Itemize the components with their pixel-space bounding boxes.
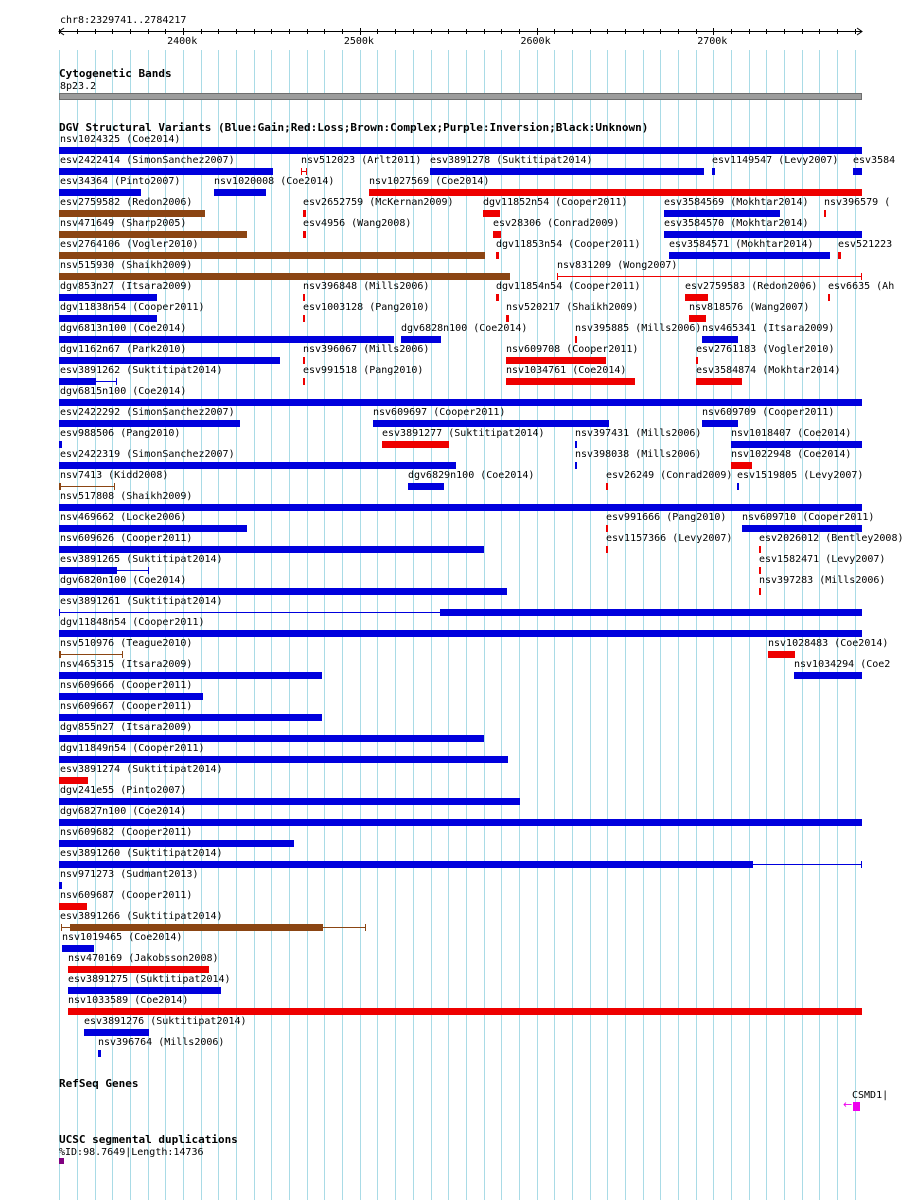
strand-arrow-icon: ← xyxy=(843,1098,853,1111)
variant-bar[interactable] xyxy=(59,462,456,469)
variant-label[interactable]: esv2652759 (McKernan2009) xyxy=(303,197,454,208)
ruler-tick-label: 2500k xyxy=(343,36,374,47)
variant-bar[interactable] xyxy=(731,441,862,448)
variant-bar[interactable] xyxy=(59,840,294,847)
variant-label[interactable]: esv4956 (Wang2008) xyxy=(303,218,412,229)
variant-label[interactable]: esv3891262 (Suktitipat2014) xyxy=(60,365,223,376)
variant-bar[interactable] xyxy=(303,210,306,217)
variant-bar[interactable] xyxy=(303,231,306,238)
variant-bar[interactable] xyxy=(382,441,449,448)
variant-bar[interactable] xyxy=(98,1050,101,1057)
variant-span-end xyxy=(557,273,558,280)
variant-bar[interactable] xyxy=(685,294,708,301)
variant-label[interactable]: esv1149547 (Levy2007) xyxy=(712,155,839,166)
variant-label[interactable]: esv3584571 (Mokhtar2014) xyxy=(669,239,814,250)
variant-label[interactable]: nsv397283 (Mills2006) xyxy=(759,575,886,586)
variant-bar[interactable] xyxy=(59,567,117,574)
variant-bar[interactable] xyxy=(214,189,266,196)
ruler-tick-label: 2600k xyxy=(520,36,551,47)
variant-label[interactable]: esv3584570 (Mokhtar2014) xyxy=(664,218,809,229)
variant-label[interactable]: nsv609682 (Cooper2011) xyxy=(60,827,193,838)
variant-bar[interactable] xyxy=(606,546,608,553)
variant-label[interactable]: nsv1022948 (Coe2014) xyxy=(731,449,852,460)
variant-span-line[interactable] xyxy=(557,276,862,277)
variant-label[interactable]: esv3584874 (Mokhtar2014) xyxy=(696,365,841,376)
variant-label[interactable]: nsv609697 (Cooper2011) xyxy=(373,407,506,418)
variant-label[interactable]: nsv609710 (Cooper2011) xyxy=(742,512,875,523)
variant-label[interactable]: nsv1034294 (Coe2 xyxy=(794,659,891,670)
variant-bar[interactable] xyxy=(59,252,485,259)
variant-label[interactable]: esv3891265 (Suktitipat2014) xyxy=(60,554,223,565)
variant-label[interactable]: dgv1162n67 (Park2010) xyxy=(60,344,187,355)
variant-label[interactable]: dgv6828n100 (Coe2014) xyxy=(401,323,528,334)
variant-bar[interactable] xyxy=(737,483,739,490)
variant-label[interactable]: esv2759582 (Redon2006) xyxy=(60,197,193,208)
variant-bar[interactable] xyxy=(59,546,484,553)
ruler-tick-label: 2400k xyxy=(167,36,198,47)
variant-label[interactable]: nsv818576 (Wang2007) xyxy=(689,302,810,313)
variant-bar[interactable] xyxy=(59,147,862,154)
variant-bar[interactable] xyxy=(59,315,157,322)
variant-label[interactable]: dgv6813n100 (Coe2014) xyxy=(60,323,187,334)
variant-bar[interactable] xyxy=(303,378,305,385)
variant-bar[interactable] xyxy=(303,294,305,301)
cytoband-bar[interactable] xyxy=(59,93,862,100)
variant-label[interactable]: esv991518 (Pang2010) xyxy=(303,365,424,376)
variant-bar[interactable] xyxy=(373,420,609,427)
variant-label[interactable]: nsv1020008 (Coe2014) xyxy=(214,176,335,187)
variant-bar[interactable] xyxy=(575,462,577,469)
variant-bar[interactable] xyxy=(759,588,761,595)
ruler-tick-label: 2700k xyxy=(697,36,728,47)
variant-bar[interactable] xyxy=(506,378,635,385)
dgv-track-title[interactable]: DGV Structural Variants (Blue:Gain;Red:Loss;Brown:Complex;Purple:Inversion;Black:Unknown) xyxy=(59,121,649,134)
variant-bar[interactable] xyxy=(303,357,305,364)
variant-label[interactable]: nsv512023 (Arlt2011) xyxy=(301,155,422,166)
variant-label[interactable]: nsv609687 (Cooper2011) xyxy=(60,890,193,901)
variant-bar[interactable] xyxy=(696,357,698,364)
variant-bar[interactable] xyxy=(838,252,841,259)
variant-bar[interactable] xyxy=(59,168,273,175)
variant-bar[interactable] xyxy=(664,231,862,238)
variant-bar[interactable] xyxy=(59,210,205,217)
segdup-track-title[interactable]: UCSC segmental duplications xyxy=(59,1133,238,1146)
variant-label[interactable]: nsv396579 ( xyxy=(824,197,891,208)
variant-label[interactable]: nsv1019465 (Coe2014) xyxy=(62,932,183,943)
variant-bar[interactable] xyxy=(62,945,94,952)
variant-label[interactable]: esv3584 xyxy=(853,155,896,166)
variant-bar[interactable] xyxy=(768,651,795,658)
variant-bar[interactable] xyxy=(59,357,280,364)
variant-bar[interactable] xyxy=(68,987,221,994)
variant-label[interactable]: dgv6815n100 (Coe2014) xyxy=(60,386,187,397)
variant-bar[interactable] xyxy=(59,420,240,427)
variant-bar[interactable] xyxy=(824,210,826,217)
variant-bar[interactable] xyxy=(401,336,441,343)
variant-span-line[interactable] xyxy=(59,654,123,655)
variant-bar[interactable] xyxy=(59,294,157,301)
variant-label[interactable]: esv3891261 (Suktitipat2014) xyxy=(60,596,223,607)
variant-bar[interactable] xyxy=(59,441,62,448)
variant-bar[interactable] xyxy=(759,567,761,574)
variant-label[interactable]: nsv465341 (Itsara2009) xyxy=(702,323,835,334)
variant-label[interactable]: nsv395885 (Mills2006) xyxy=(575,323,702,334)
variant-bar[interactable] xyxy=(853,168,862,175)
variant-label[interactable]: esv988506 (Pang2010) xyxy=(60,428,181,439)
variant-bar[interactable] xyxy=(606,483,608,490)
variant-label[interactable]: nsv510976 (Teague2010) xyxy=(60,638,193,649)
variant-label[interactable]: nsv396067 (Mills2006) xyxy=(303,344,430,355)
variant-label[interactable]: esv1582471 (Levy2007) xyxy=(759,554,886,565)
variant-bar[interactable] xyxy=(696,378,742,385)
variant-bar[interactable] xyxy=(59,651,61,658)
variant-label[interactable]: dgv241e55 (Pinto2007) xyxy=(60,785,187,796)
variant-label[interactable]: esv3891276 (Suktitipat2014) xyxy=(84,1016,247,1027)
variant-bar[interactable] xyxy=(59,399,862,406)
variant-label[interactable]: dgv6820n100 (Coe2014) xyxy=(60,575,187,586)
variant-label[interactable]: nsv517808 (Shaikh2009) xyxy=(60,491,193,502)
variant-bar[interactable] xyxy=(430,168,704,175)
variant-label[interactable]: esv2759583 (Redon2006) xyxy=(685,281,818,292)
variant-bar[interactable] xyxy=(369,189,862,196)
variant-label[interactable]: esv2764106 (Vogler2010) xyxy=(60,239,199,250)
variant-label[interactable]: dgv11852n54 (Cooper2011) xyxy=(483,197,628,208)
variant-label[interactable]: esv1519805 (Levy2007) xyxy=(737,470,864,481)
variant-label[interactable]: nsv609667 (Cooper2011) xyxy=(60,701,193,712)
variant-bar[interactable] xyxy=(59,735,484,742)
variant-span-end xyxy=(114,483,115,490)
variant-label[interactable]: esv2422414 (SimonSanchez2007) xyxy=(60,155,235,166)
variant-label[interactable]: esv521223 xyxy=(838,239,893,250)
variant-bar[interactable] xyxy=(606,525,608,532)
variant-label[interactable]: nsv465315 (Itsara2009) xyxy=(60,659,193,670)
cytoband-track-title[interactable]: Cytogenetic Bands xyxy=(59,67,172,80)
variant-bar[interactable] xyxy=(794,672,862,679)
variant-label[interactable]: nsv1033589 (Coe2014) xyxy=(68,995,189,1006)
variant-bar[interactable] xyxy=(59,525,247,532)
variant-label[interactable]: esv6635 (Ah xyxy=(828,281,895,292)
variant-span-end xyxy=(365,924,366,931)
variant-label[interactable]: dgv11848n54 (Cooper2011) xyxy=(60,617,205,628)
variant-label[interactable]: esv2761183 (Vogler2010) xyxy=(696,344,835,355)
variant-bar[interactable] xyxy=(59,777,88,784)
variant-span-end xyxy=(61,924,62,931)
variant-bar[interactable] xyxy=(59,504,862,511)
variant-bar[interactable] xyxy=(59,483,61,490)
variant-label[interactable]: nsv609709 (Cooper2011) xyxy=(702,407,835,418)
variant-label[interactable]: esv3891277 (Suktitipat2014) xyxy=(382,428,545,439)
cytoband-label: 8p23.2 xyxy=(60,81,97,92)
variant-bar[interactable] xyxy=(496,294,499,301)
variant-label[interactable]: nsv470169 (Jakobsson2008) xyxy=(68,953,219,964)
variant-label[interactable]: esv3584569 (Mokhtar2014) xyxy=(664,197,809,208)
variant-bar[interactable] xyxy=(493,231,501,238)
variant-label[interactable]: dgv11854n54 (Cooper2011) xyxy=(496,281,641,292)
variant-bar[interactable] xyxy=(506,357,606,364)
variant-label[interactable]: esv1003128 (Pang2010) xyxy=(303,302,430,313)
variant-bar[interactable] xyxy=(712,168,715,175)
variant-bar[interactable] xyxy=(506,315,509,322)
variant-bar[interactable] xyxy=(59,882,62,889)
variant-span-end xyxy=(301,168,302,175)
variant-label[interactable]: nsv469662 (Locke2006) xyxy=(60,512,187,523)
variant-bar[interactable] xyxy=(59,630,862,637)
variant-label[interactable]: nsv609626 (Cooper2011) xyxy=(60,533,193,544)
variant-bar[interactable] xyxy=(59,378,96,385)
variant-bar[interactable] xyxy=(59,693,203,700)
variant-label[interactable]: esv3891278 (Suktitipat2014) xyxy=(430,155,593,166)
variant-bar[interactable] xyxy=(664,210,780,217)
variant-bar[interactable] xyxy=(440,609,862,616)
variant-bar[interactable] xyxy=(68,966,209,973)
variant-span-end xyxy=(861,861,862,868)
variant-bar[interactable] xyxy=(828,294,830,301)
variant-bar[interactable] xyxy=(59,189,141,196)
variant-label[interactable]: nsv515930 (Shaikh2009) xyxy=(60,260,193,271)
variant-bar[interactable] xyxy=(59,336,394,343)
variant-bar[interactable] xyxy=(496,252,499,259)
variant-bar[interactable] xyxy=(59,861,753,868)
variant-label[interactable]: esv991666 (Pang2010) xyxy=(606,512,727,523)
variant-label[interactable]: nsv471649 (Sharp2005) xyxy=(60,218,187,229)
variant-label[interactable]: nsv396848 (Mills2006) xyxy=(303,281,430,292)
variant-bar[interactable] xyxy=(689,315,706,322)
variant-bar[interactable] xyxy=(59,273,510,280)
variant-bar[interactable] xyxy=(731,462,752,469)
variant-label[interactable]: nsv1034761 (Coe2014) xyxy=(506,365,627,376)
variant-bar[interactable] xyxy=(303,315,305,322)
variant-label[interactable]: nsv397431 (Mills2006) xyxy=(575,428,702,439)
variant-label[interactable]: dgv6827n100 (Coe2014) xyxy=(60,806,187,817)
variant-label[interactable]: nsv609708 (Cooper2011) xyxy=(506,344,639,355)
refseq-gene-exon[interactable] xyxy=(853,1102,860,1111)
variant-span-end xyxy=(59,609,60,616)
variant-bar[interactable] xyxy=(702,336,738,343)
variant-bar[interactable] xyxy=(408,483,444,490)
variant-bar[interactable] xyxy=(68,1008,862,1015)
variant-label[interactable]: nsv609666 (Cooper2011) xyxy=(60,680,193,691)
variant-label[interactable]: nsv520217 (Shaikh2009) xyxy=(506,302,639,313)
variant-label[interactable]: nsv1024325 (Coe2014) xyxy=(60,134,181,145)
variant-label[interactable]: nsv1028483 (Coe2014) xyxy=(768,638,889,649)
variant-label[interactable]: nsv831209 (Wong2007) xyxy=(557,260,678,271)
variant-label[interactable]: esv3891274 (Suktitipat2014) xyxy=(60,764,223,775)
variant-bar[interactable] xyxy=(59,903,87,910)
variant-bar[interactable] xyxy=(59,231,247,238)
variant-bar[interactable] xyxy=(575,336,577,343)
variant-bar[interactable] xyxy=(59,819,862,826)
variant-span-line[interactable] xyxy=(59,486,115,487)
variant-bar[interactable] xyxy=(59,672,322,679)
variant-label[interactable]: esv1157366 (Levy2007) xyxy=(606,533,733,544)
variant-label[interactable]: nsv971273 (Sudmant2013) xyxy=(60,869,199,880)
variant-bar[interactable] xyxy=(59,756,508,763)
segdup-item-label[interactable]: %ID:98.7649|Length:14736 xyxy=(59,1147,204,1158)
variant-label[interactable]: esv28306 (Conrad2009) xyxy=(493,218,620,229)
variant-label[interactable]: nsv398038 (Mills2006) xyxy=(575,449,702,460)
variant-span-end xyxy=(306,168,307,175)
variant-label[interactable]: dgv853n27 (Itsara2009) xyxy=(60,281,193,292)
variant-label[interactable]: nsv396764 (Mills2006) xyxy=(98,1037,225,1048)
variant-label[interactable]: dgv11853n54 (Cooper2011) xyxy=(496,239,641,250)
variant-label[interactable]: dgv11838n54 (Cooper2011) xyxy=(60,302,205,313)
variant-span-end xyxy=(148,567,149,574)
variant-label[interactable]: dgv855n27 (Itsara2009) xyxy=(60,722,193,733)
variant-label[interactable]: esv3891260 (Suktitipat2014) xyxy=(60,848,223,859)
variant-span-end xyxy=(122,651,123,658)
variant-bar[interactable] xyxy=(742,525,862,532)
variant-label[interactable]: esv2422292 (SimonSanchez2007) xyxy=(60,407,235,418)
variant-label[interactable]: esv2422319 (SimonSanchez2007) xyxy=(60,449,235,460)
variant-label[interactable]: nsv1018407 (Coe2014) xyxy=(731,428,852,439)
variant-bar[interactable] xyxy=(59,798,520,805)
variant-bar[interactable] xyxy=(59,588,507,595)
refseq-gene-label[interactable]: CSMD1| xyxy=(852,1090,889,1101)
variant-bar[interactable] xyxy=(70,924,323,931)
variant-label[interactable]: esv2026012 (Bentley2008) xyxy=(759,533,904,544)
variant-label[interactable]: nsv7413 (Kidd2008) xyxy=(60,470,169,481)
variant-bar[interactable] xyxy=(59,714,322,721)
variant-label[interactable]: dgv11849n54 (Cooper2011) xyxy=(60,743,205,754)
variant-label[interactable]: esv34364 (Pinto2007) xyxy=(60,176,181,187)
variant-label[interactable]: esv3891266 (Suktitipat2014) xyxy=(60,911,223,922)
variant-bar[interactable] xyxy=(575,441,577,448)
variant-bar[interactable] xyxy=(84,1029,149,1036)
variant-span-end xyxy=(861,273,862,280)
variant-label[interactable]: nsv1027569 (Coe2014) xyxy=(369,176,490,187)
variant-bar[interactable] xyxy=(759,546,761,553)
variant-label[interactable]: dgv6829n100 (Coe2014) xyxy=(408,470,535,481)
variant-bar[interactable] xyxy=(702,420,738,427)
variant-label[interactable]: esv3891275 (Suktitipat2014) xyxy=(68,974,231,985)
chromosome-position: chr8:2329741..2784217 xyxy=(60,15,187,26)
variant-label[interactable]: esv26249 (Conrad2009) xyxy=(606,470,733,481)
segdup-item-bar[interactable] xyxy=(59,1158,64,1164)
variant-bar[interactable] xyxy=(483,210,500,217)
variant-span-end xyxy=(116,378,117,385)
refseq-track-title[interactable]: RefSeq Genes xyxy=(59,1077,139,1090)
variant-bar[interactable] xyxy=(669,252,830,259)
